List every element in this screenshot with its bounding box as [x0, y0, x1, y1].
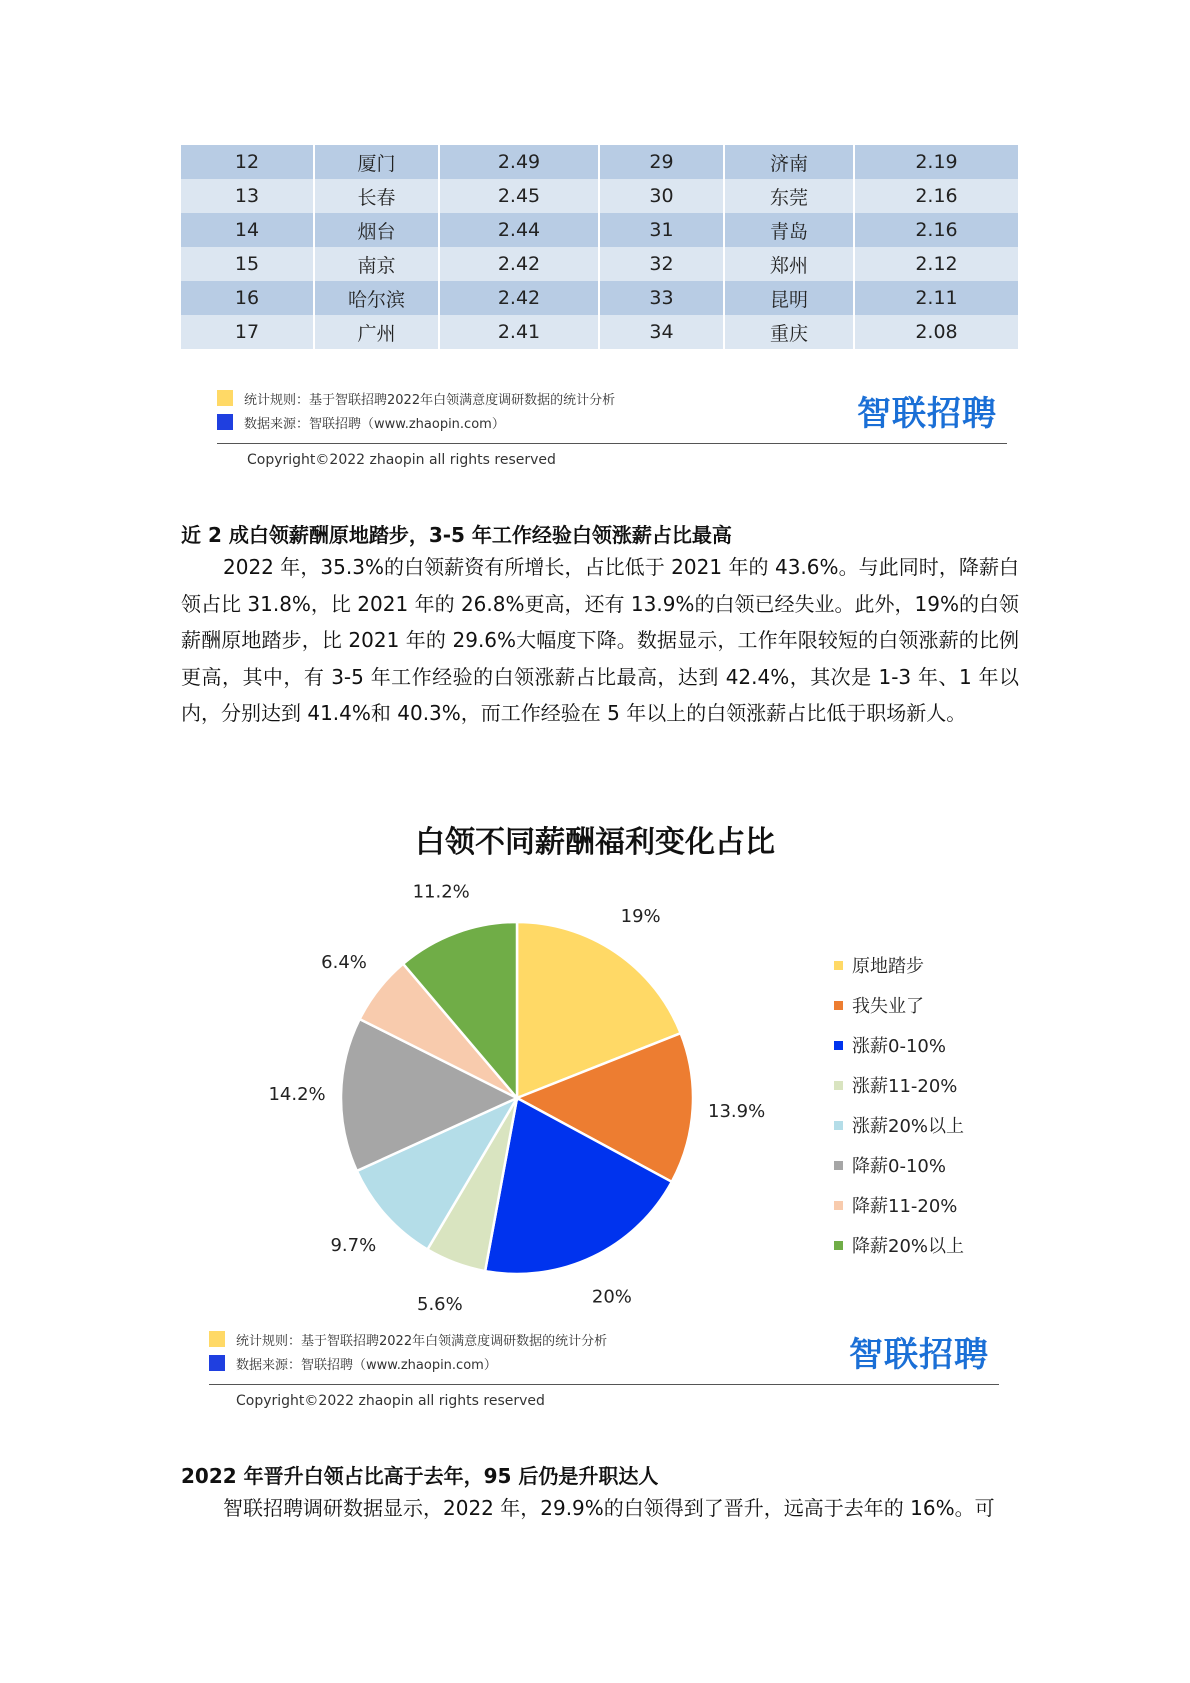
legend-item — [834, 1185, 964, 1225]
zhaopin-logo: 智联招聘 — [857, 394, 997, 434]
rank-cell: 15 — [181, 247, 314, 281]
score-cell: 2.16 — [854, 213, 1018, 247]
city-cell: 昆明 — [724, 281, 854, 315]
city-cell: 南京 — [314, 247, 439, 281]
legend-label: 原地踏步 — [852, 956, 924, 977]
legend-item — [834, 1145, 964, 1185]
city-cell: 重庆 — [724, 315, 854, 349]
legend-label: 降薪11-20% — [852, 1196, 958, 1217]
copyright-text: Copyright©2022 zhaopin all rights reserved — [247, 452, 556, 468]
score-cell: 2.16 — [854, 179, 1018, 213]
city-cell: 郑州 — [724, 247, 854, 281]
score-cell: 2.12 — [854, 247, 1018, 281]
pie-data-label: 20% — [591, 1286, 632, 1308]
legend-item — [834, 1225, 964, 1265]
score-cell: 2.08 — [854, 315, 1018, 349]
pie-data-label: 9.7% — [330, 1235, 377, 1257]
city-cell: 广州 — [314, 315, 439, 349]
rule-marker-icon — [209, 1331, 225, 1347]
legend-swatch-icon — [834, 1121, 843, 1130]
score-cell: 2.45 — [439, 179, 599, 213]
data-source-text: 数据来源：智联招聘（www.zhaopin.com） — [236, 1358, 497, 1373]
source-marker-icon — [209, 1355, 225, 1371]
rank-cell: 32 — [599, 247, 724, 281]
section-heading-promotion: 2022 年晋升白领占比高于去年，95 后仍是升职达人 — [181, 1464, 659, 1488]
rank-cell: 14 — [181, 213, 314, 247]
legend-item — [834, 1025, 964, 1065]
stat-rule-text: 统计规则：基于智联招聘2022年白领满意度调研数据的统计分析 — [244, 393, 616, 408]
promotion-paragraph: 智联招聘调研数据显示，2022 年，29.9%的白领得到了晋升，远高于去年的 16%。可 — [223, 1496, 995, 1520]
legend-swatch-icon — [834, 1201, 843, 1210]
rank-cell: 29 — [599, 145, 724, 179]
legend-swatch-icon — [834, 1041, 843, 1050]
legend-item — [834, 945, 964, 985]
source-note-2 — [209, 1327, 1009, 1427]
rank-cell: 34 — [599, 315, 724, 349]
pie-data-label: 19% — [620, 906, 661, 928]
city-cell: 哈尔滨 — [314, 281, 439, 315]
legend-label: 涨薪20%以上 — [852, 1116, 965, 1137]
score-cell: 2.11 — [854, 281, 1018, 315]
rank-cell: 33 — [599, 281, 724, 315]
salary-paragraph: 2022 年，35.3%的白领薪资有所增长，占比低于 2021 年的 43.6%。与此同时，降薪白领占比 31.8%，比 2021 年的 26.8%更高，还有 13.9%的白领已经失业。此外，19%的白领薪酬原地踏步，比 2021 年的 29.6%大幅度下降。数据显示，工作年限较短的白领涨薪的比例更高，其中，有 3-5 年工作经验的白领涨薪占比最高，达到 42.4%，其次是 1-3 年、1 年以内，分别达到 41.4%和 40.3%，而工作经验在 5 年以上的白领涨薪占比低于职场新人。 — [181, 555, 1019, 725]
pie-data-label: 11.2% — [412, 881, 470, 903]
legend-label: 降薪0-10% — [852, 1156, 946, 1177]
score-cell: 2.44 — [439, 213, 599, 247]
score-cell: 2.19 — [854, 145, 1018, 179]
legend-item — [834, 1105, 964, 1145]
legend-item — [834, 985, 964, 1025]
rank-cell: 30 — [599, 179, 724, 213]
legend-swatch-icon — [834, 1001, 843, 1010]
pie-data-label: 13.9% — [708, 1101, 766, 1123]
score-cell: 2.49 — [439, 145, 599, 179]
legend-swatch-icon — [834, 1241, 843, 1250]
city-cell: 东莞 — [724, 179, 854, 213]
rank-cell: 13 — [181, 179, 314, 213]
score-cell: 2.41 — [439, 315, 599, 349]
pie-data-label: 14.2% — [268, 1083, 326, 1105]
rank-cell: 31 — [599, 213, 724, 247]
rank-cell: 16 — [181, 281, 314, 315]
city-cell: 长春 — [314, 179, 439, 213]
rank-cell: 12 — [181, 145, 314, 179]
section-heading-salary: 近 2 成白领薪酬原地踏步，3-5 年工作经验白领涨薪占比最高 — [181, 523, 732, 547]
legend-swatch-icon — [834, 961, 843, 970]
pie-data-label: 6.4% — [321, 952, 367, 974]
data-source-text: 数据来源：智联招聘（www.zhaopin.com） — [244, 417, 505, 432]
city-cell: 青岛 — [724, 213, 854, 247]
legend-label: 我失业了 — [852, 996, 924, 1017]
legend-item — [834, 1065, 964, 1105]
legend-swatch-icon — [834, 1081, 843, 1090]
source-divider — [209, 1384, 999, 1385]
score-cell: 2.42 — [439, 281, 599, 315]
city-cell: 烟台 — [314, 213, 439, 247]
score-cell: 2.42 — [439, 247, 599, 281]
pie-data-label: 5.6% — [417, 1294, 463, 1316]
zhaopin-logo: 智联招聘 — [849, 1335, 989, 1375]
legend-label: 涨薪0-10% — [852, 1036, 946, 1057]
legend-swatch-icon — [834, 1161, 843, 1170]
chart-legend — [834, 945, 964, 1265]
legend-label: 涨薪11-20% — [852, 1076, 958, 1097]
copyright-text: Copyright©2022 zhaopin all rights reserved — [236, 1393, 545, 1409]
city-cell: 济南 — [724, 145, 854, 179]
legend-label: 降薪20%以上 — [852, 1236, 965, 1257]
stat-rule-text: 统计规则：基于智联招聘2022年白领满意度调研数据的统计分析 — [236, 1334, 608, 1349]
city-cell: 厦门 — [314, 145, 439, 179]
rank-cell: 17 — [181, 315, 314, 349]
chart-title: 白领不同薪酬福利变化占比 — [415, 825, 775, 860]
